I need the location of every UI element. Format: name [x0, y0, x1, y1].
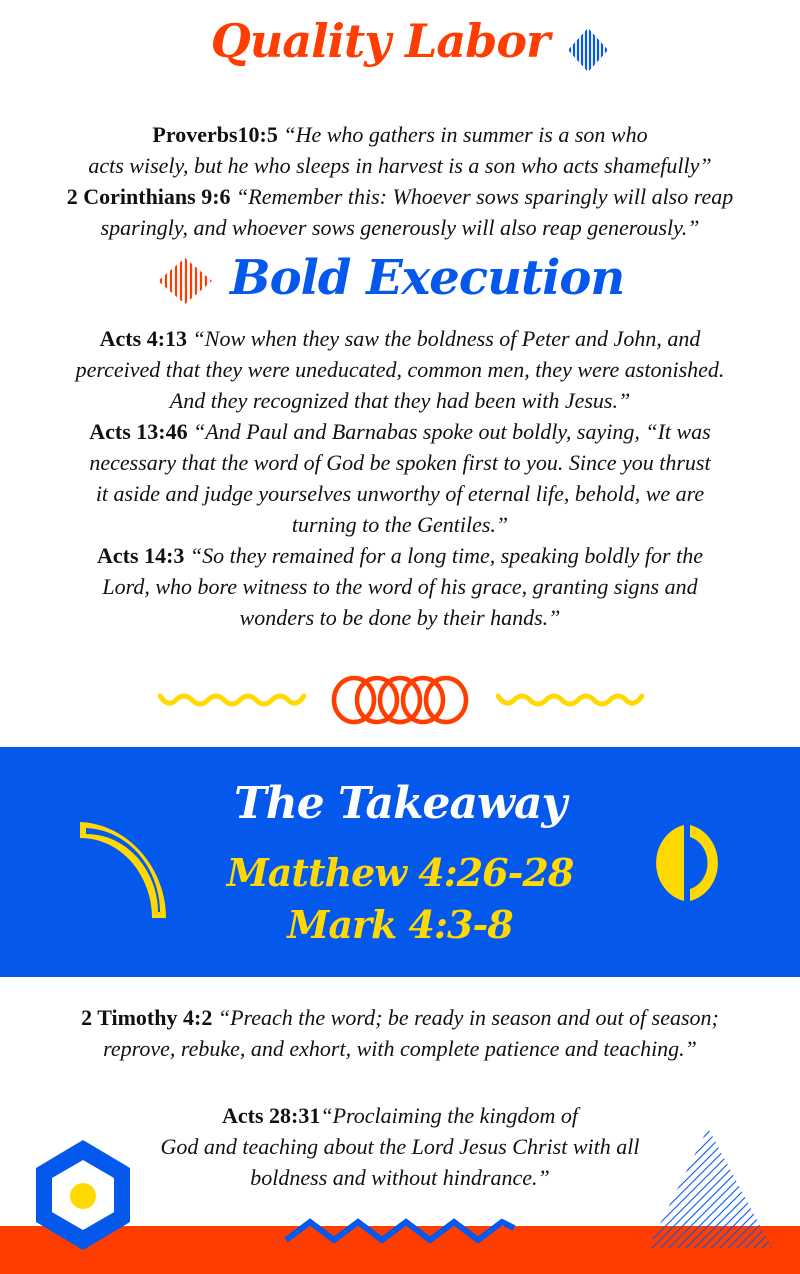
wavy-line-icon — [158, 688, 306, 712]
verse-ref: 2 Timothy 4:2 — [81, 1005, 213, 1030]
verse-text: “Proclaiming the kingdom of — [320, 1103, 579, 1128]
verse-ref: Acts 4:13 — [99, 326, 188, 351]
verse-text: “Remember this: Whoever sows sparingly will also reap — [236, 184, 734, 209]
verse-text: it aside and judge yourselves unworthy of eternal life, behold, we are — [95, 481, 705, 506]
striped-diamond-icon — [158, 258, 212, 304]
verse-text: reprove, rebuke, and exhort, with complete patience and teaching.” — [103, 1036, 697, 1061]
verse-text: “Now when they saw the boldness of Peter and John, and — [192, 326, 701, 351]
verse-text: sparingly, and whoever sows generously will also reap generously.” — [100, 215, 700, 240]
verse-text: “So they remained for a long time, speaking boldly for the — [189, 543, 703, 568]
verse-text: perceived that they were uneducated, common men, they were astonished. — [75, 357, 725, 382]
zigzag-line-icon — [282, 1214, 518, 1244]
striped-diamond-icon — [568, 28, 608, 72]
takeaway-ref-matthew: Matthew 4:26-28 — [226, 850, 574, 895]
verse-ref: Acts 13:46 — [89, 419, 188, 444]
hexagon-ring-icon — [34, 1138, 132, 1252]
striped-triangle-icon — [646, 1126, 776, 1250]
verse-text: “He who gathers in summer is a son who — [283, 122, 648, 147]
verse-ref: Acts 28:31 — [221, 1103, 321, 1128]
verse-ref: 2 Corinthians 9:6 — [66, 184, 231, 209]
verse-text: “And Paul and Barnabas spoke out boldly, saying, “It was — [193, 419, 711, 444]
verse-text: turning to the Gentiles.” — [291, 512, 509, 537]
verse-2-timothy-4-2 — [0, 1002, 800, 1064]
interlocking-rings-icon — [330, 674, 472, 726]
verse-text: boldness and without hindrance.” — [250, 1165, 550, 1190]
wavy-line-icon — [496, 688, 644, 712]
verse-text: wonders to be done by their hands.” — [239, 605, 561, 630]
verse-ref: Acts 14:3 — [97, 543, 185, 568]
section-title-quality-labor: Quality Labor — [210, 14, 550, 68]
verse-text: acts wisely, but he who sleeps in harvest is a son who acts shamefully” — [88, 153, 712, 178]
verse-text: “Preach the word; be ready in season and out of season; — [217, 1005, 719, 1030]
verse-text: necessary that the word of God be spoken first to you. Since you thrust — [89, 450, 711, 475]
verse-ref: Proverbs10:5 — [152, 122, 278, 147]
verse-text: Lord, who bore witness to the word of his grace, granting signs and — [102, 574, 698, 599]
section-title-bold-execution: Bold Execution — [230, 250, 625, 306]
takeaway-title: The Takeaway — [233, 778, 567, 829]
takeaway-ref-mark: Mark 4:3-8 — [287, 902, 513, 947]
verse-text: God and teaching about the Lord Jesus Christ with all — [160, 1134, 640, 1159]
verse-proverbs-10-5 — [0, 119, 800, 243]
verse-text: And they recognized that they had been with Jesus.” — [169, 388, 631, 413]
verse-block-bold-execution — [0, 323, 800, 633]
